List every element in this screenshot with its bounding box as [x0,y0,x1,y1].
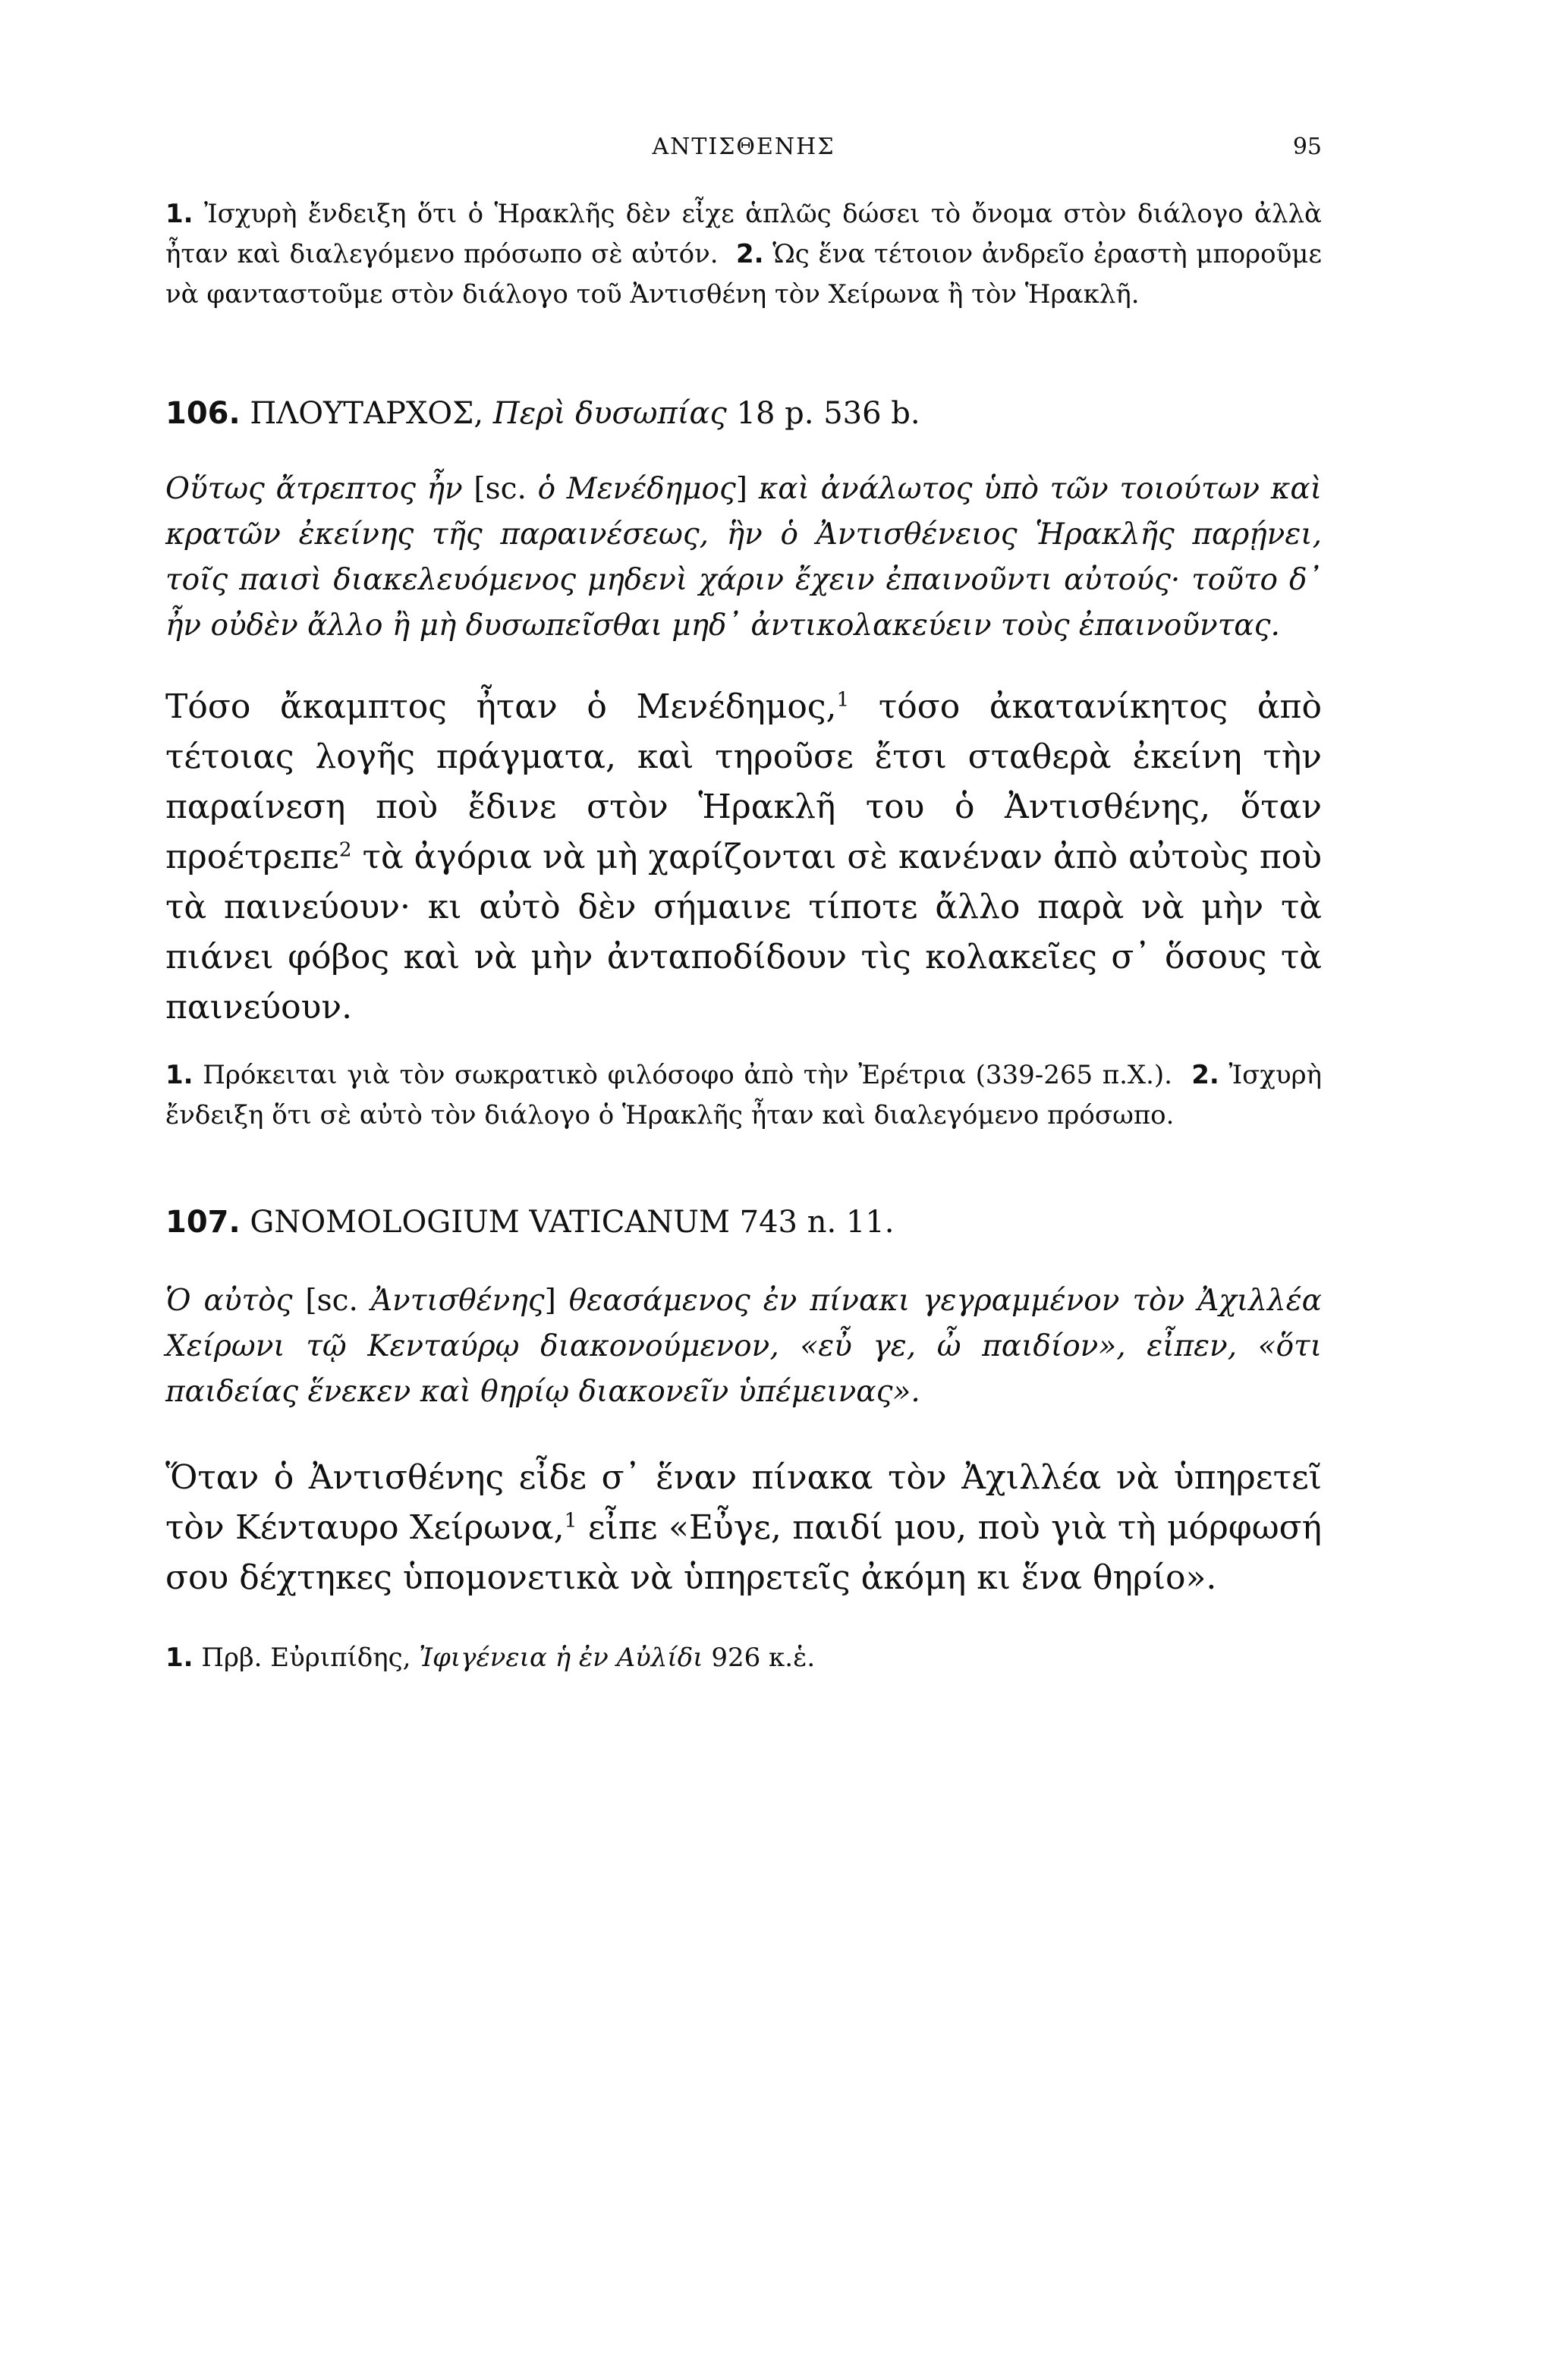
editorial-bracket: ] [735,472,748,506]
footnote-text: Πρόκειται γιὰ τὸν σωκρατικὸ φιλόσοφο ἀπὸ τὴν Ἐρέτρια (339-265 π.Χ.). [203,1060,1172,1090]
entry-107-footnotes [165,1638,1322,1678]
entry-source: GNOMOLOGIUM VATICANUM 743 n. 11. [250,1205,895,1240]
footnote-text: Ὡς ἕνα τέτοιον ἀνδρεῖο ἐραστὴ μποροῦμε νὰ φανταστοῦμε στὸν διάλογο τοῦ Ἀντισθένη τὸν Χείρωνα ἢ τὸν Ἡρακλῆ. [165,239,1323,310]
entry-number: 106. [165,396,241,431]
entry-107-greek-text [165,1278,1322,1415]
footnote-number: 2. [1191,1060,1219,1090]
entry-work-title: Περὶ δυσωπίας [492,396,727,431]
quote-text: Ἀντισθένης [370,1284,545,1318]
editorial-bracket: ] [544,1284,556,1318]
translation-text: εἶπε «Εὖγε, παιδί μου, ποὺ γιὰ τὴ μόρφωσή σου δέχτηκες ὑπομονετικὰ νὰ ὑπηρετεῖς ἀκόμη κι ἕνα θηρίο». [165,1508,1322,1597]
footnote-text: 926 κ.ἑ. [711,1643,816,1673]
running-title: ΑΝΤΙΣΘΕΝΗΣ [652,134,835,160]
page-number: 95 [1292,134,1322,160]
footnote-number: 1. [165,199,193,229]
entry-106-footnotes [165,1055,1322,1136]
footnote-number: 1. [165,1643,193,1673]
entry-106-translation [165,682,1322,1033]
translation-text: τόσο ἀκατανίκητος ἀπὸ τέτοιας λογῆς πράγματα, καὶ τηροῦσε ἔτσι σταθερὰ ἐκείνη τὴν παραίνεση ποὺ ἔδινε στὸν Ἡρακλῆ του ὁ Ἀντισθένης, ὅταν προέτρεπε [165,687,1322,876]
footnote-text: Ἰσχυρὴ ἔνδειξη ὅτι σὲ αὐτὸ τὸν διάλογο ὁ Ἡρακλῆς ἦταν καὶ διαλεγόμενο πρόσωπο. [165,1060,1322,1130]
entry-number: 107. [165,1205,241,1240]
editorial-bracket: [sc. [473,472,527,506]
quote-text: καὶ ἀνάλωτος ὑπὸ τῶν τοιούτων καὶ κρατῶν ἐκείνης τῆς παραινέσεως, ἣν ὁ Ἀντισθένειος Ἡρακλῆς παρῄνει, τοῖς παισὶ διακελευόμενος μηδενὶ χάριν ἔχειν ἐπαινοῦντι αὐτούς· τοῦτο δ᾽ ἦν οὐδὲν ἄλλο ἢ μὴ δυσωπεῖσθαι μηδ᾽ ἀντικολακεύειν τοὺς ἐπαινοῦντας. [165,472,1322,643]
footnote-work-title: Ἰφιγένεια ἡ ἐν Αὐλίδι [419,1643,703,1673]
entry-106-greek-text [165,467,1322,649]
translation-text: Ὅταν ὁ Ἀντισθένης εἶδε σ᾽ ἕναν πίνακα τὸν Ἀχιλλέα νὰ ὑπηρετεῖ τὸν Κένταυρο Χείρωνα, [165,1458,1322,1547]
entry-author: ΠΛΟΥΤΑΡΧΟΣ, [250,396,484,431]
translation-text: τὰ ἀγόρια νὰ μὴ χαρίζονται σὲ κανέναν ἀπὸ αὐτοὺς ποὺ τὰ παινεύουν· κι αὐτὸ δὲν σήμαινε τίποτε ἄλλο παρὰ νὰ μὴν τὰ πιάνει φόβος καὶ νὰ μὴν ἀνταποδίδουν τὶς κολακεῖες σ᾽ ὅσους τὰ παινεύουν. [165,838,1322,1027]
footnote-marker: 2 [338,838,352,862]
entry-107-translation [165,1453,1322,1603]
quote-text: Ὁ αὐτὸς [165,1284,293,1318]
quote-text: θεασάμενος ἐν πίνακι γεγραμμένον τὸν Ἀχιλλέα Χείρωνι τῷ Κενταύρῳ διακονούμενον, «εὖ γε, ὦ παιδίον», εἶπεν, «ὅτι παιδείας ἕνεκεν καὶ θηρίῳ διακονεῖν ὑπέμεινας». [165,1284,1322,1409]
translation-text: Τόσο ἄκαμπτος ἦταν ὁ Μενέδημος, [165,687,837,726]
footnote-text: Ἰσχυρὴ ἔνδειξη ὅτι ὁ Ἡρακλῆς δὲν εἶχε ἁπλῶς δώσει τὸ ὄνομα στὸν διάλογο ἀλλὰ ἦταν καὶ διαλεγόμενο πρόσωπο σὲ αὐτόν. [165,199,1323,269]
top-footnotes [165,194,1322,315]
quote-text: Οὕτως ἄτρεπτος ἦν [165,472,463,506]
footnote-number: 2. [735,239,764,269]
footnote-marker: 1 [836,687,850,712]
footnote-text: Πρβ. Εὐριπίδης, [201,1643,411,1673]
entry-107-heading [165,1199,1322,1245]
running-head [165,127,1322,173]
footnote-marker: 1 [564,1508,577,1533]
book-page [165,127,1322,1678]
editorial-bracket: [sc. [305,1284,358,1318]
entry-106-heading [165,391,1322,436]
quote-text: ὁ Μενέδημος [537,472,736,506]
footnote-number: 1. [165,1060,193,1090]
entry-reference: 18 p. 536 b. [736,396,920,431]
